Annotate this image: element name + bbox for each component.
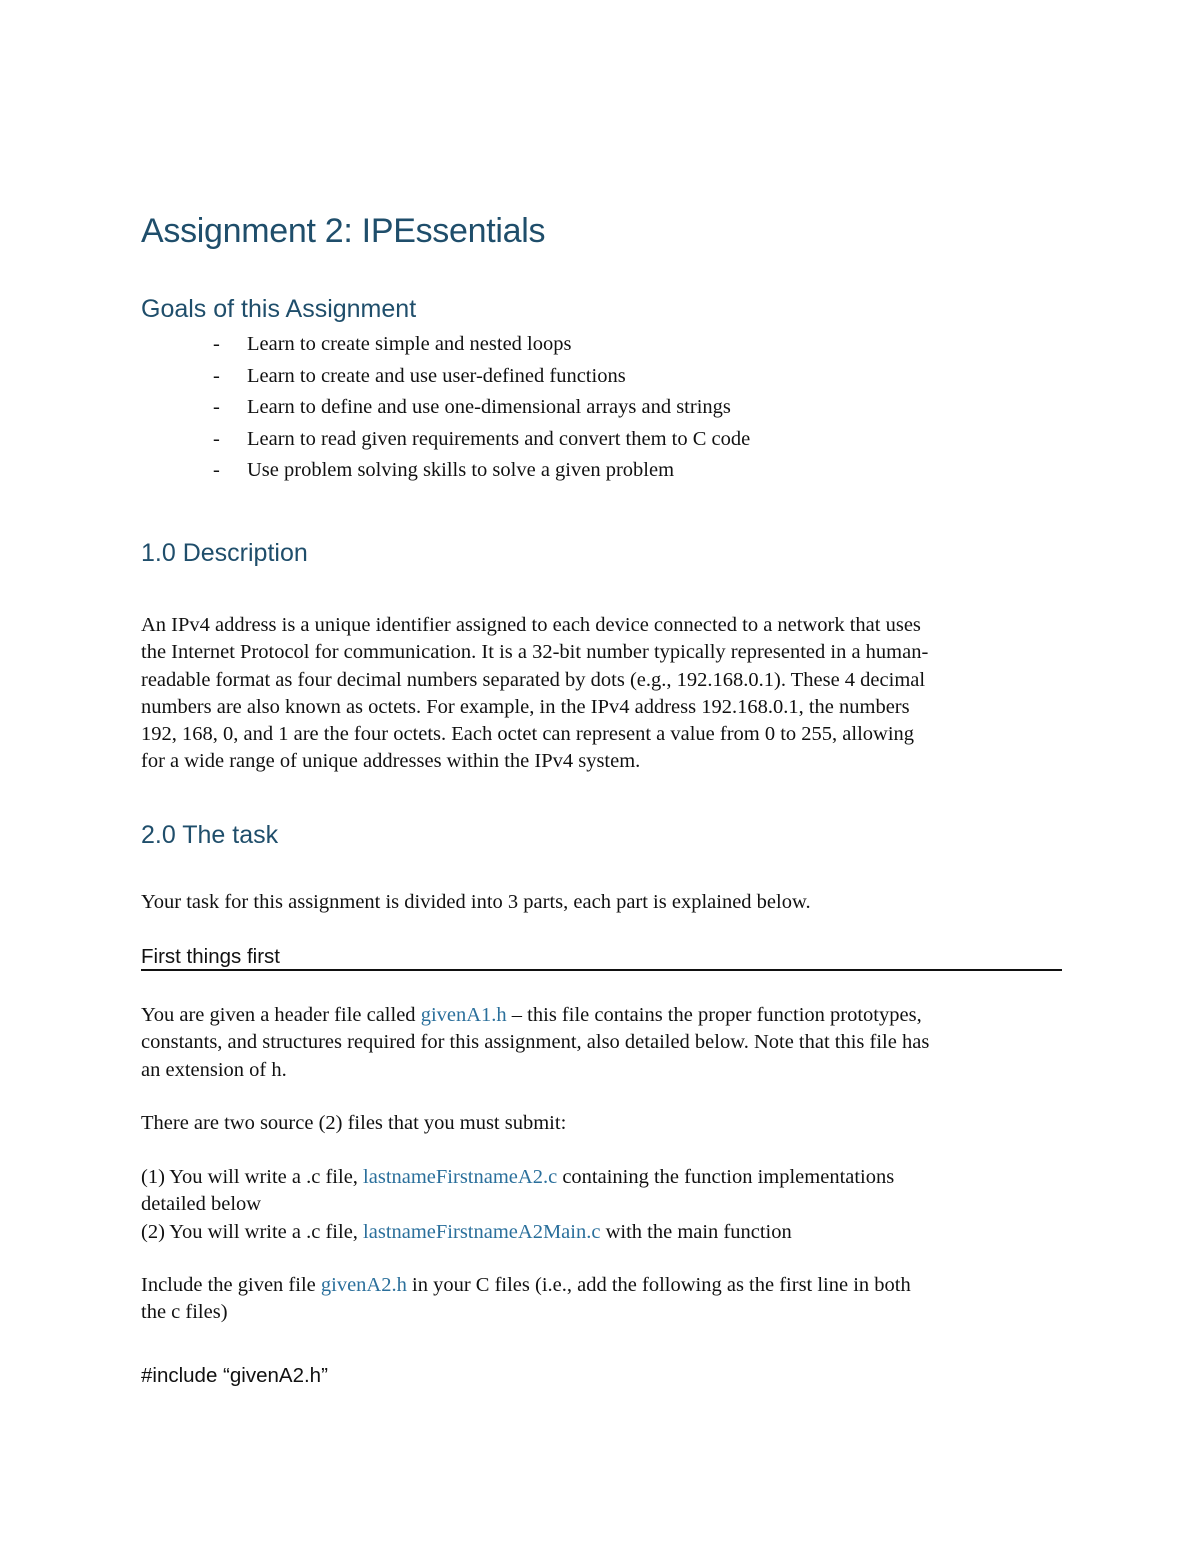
task-heading: 2.0 The task <box>141 821 279 849</box>
paragraph-line <box>141 1002 1071 1029</box>
text-run: (1) You will write a .c file, <box>141 1166 364 1188</box>
two-files-paragraph: There are two source (2) files that you must submit: <box>141 1112 567 1134</box>
goal-item-text: Learn to create simple and nested loops <box>247 333 572 355</box>
description-paragraph <box>141 612 1071 776</box>
paragraph-line: for a wide range of unique addresses within the IPv4 system. <box>141 750 641 773</box>
include-directive-code: #include “givenA2.h” <box>141 1364 328 1387</box>
text-run: in your C files (i.e., add the following as the first line in both <box>406 1274 911 1296</box>
bullet-dash: - <box>213 364 220 387</box>
bullet-dash: - <box>213 333 220 355</box>
goal-item-text: Use problem solving skills to solve a given problem <box>247 459 675 482</box>
include-instruction-paragraph <box>141 1272 1071 1327</box>
paragraph-line: numbers are also known as octets. For example, in the IPv4 address 192.168.0.1, the numbers <box>141 695 910 718</box>
task-intro-paragraph: Your task for this assignment is divided into 3 parts, each part is explained below. <box>141 891 811 913</box>
header-file-link[interactable]: givenA1.h <box>420 1004 507 1026</box>
paragraph-line: readable format as four decimal numbers separated by dots (e.g., 192.168.0.1). These 4 decimal <box>141 668 926 691</box>
first-things-first-heading: First things first <box>141 945 280 968</box>
given-header-link[interactable]: givenA2.h <box>320 1274 407 1296</box>
bullet-dash: - <box>213 427 220 450</box>
description-heading: 1.0 Description <box>141 539 308 567</box>
heading-underline-rule <box>141 969 1062 971</box>
bullet-dash: - <box>213 396 220 419</box>
paragraph-line: an extension of h. <box>141 1058 287 1081</box>
given-file-paragraph <box>141 1002 1071 1084</box>
paragraph-line: the Internet Protocol for communication. It is a 32-bit number typically represented in a human- <box>141 641 929 664</box>
paragraph-line <box>141 1272 1071 1299</box>
paragraph-line: constants, and structures required for this assignment, also detailed below. Note that this file has <box>141 1031 930 1054</box>
paragraph-line <box>141 1219 1071 1246</box>
goal-item-text: Learn to read given requirements and convert them to C code <box>247 427 751 450</box>
file-list-paragraph <box>141 1164 1071 1246</box>
document-title: Assignment 2: IPEssentials <box>141 212 546 250</box>
paragraph-line: detailed below <box>141 1193 262 1216</box>
text-run: (2) You will write a .c file, <box>141 1220 364 1243</box>
text-run: containing the function implementations <box>557 1166 895 1188</box>
source-file-link[interactable]: lastnameFirstnameA2.c <box>363 1166 558 1188</box>
text-run: with the main function <box>600 1220 792 1243</box>
main-file-link[interactable]: lastnameFirstnameA2Main.c <box>363 1220 601 1243</box>
bullet-dash: - <box>213 459 220 482</box>
paragraph-line: the c files) <box>141 1301 228 1324</box>
goals-heading: Goals of this Assignment <box>141 295 417 323</box>
text-run: You are given a header file called <box>141 1004 421 1026</box>
paragraph-line: 192, 168, 0, and 1 are the four octets. Each octet can represent a value from 0 to 255, allowing <box>141 723 915 746</box>
paragraph-line: An IPv4 address is a unique identifier assigned to each device connected to a network that uses <box>141 614 921 636</box>
text-run: Include the given file <box>141 1274 321 1296</box>
goal-item-text: Learn to create and use user-defined functions <box>247 364 626 387</box>
paragraph-line <box>141 1164 1071 1191</box>
goal-item-text: Learn to define and use one-dimensional arrays and strings <box>247 396 731 419</box>
text-run: – this file contains the proper function prototypes, <box>506 1004 922 1026</box>
